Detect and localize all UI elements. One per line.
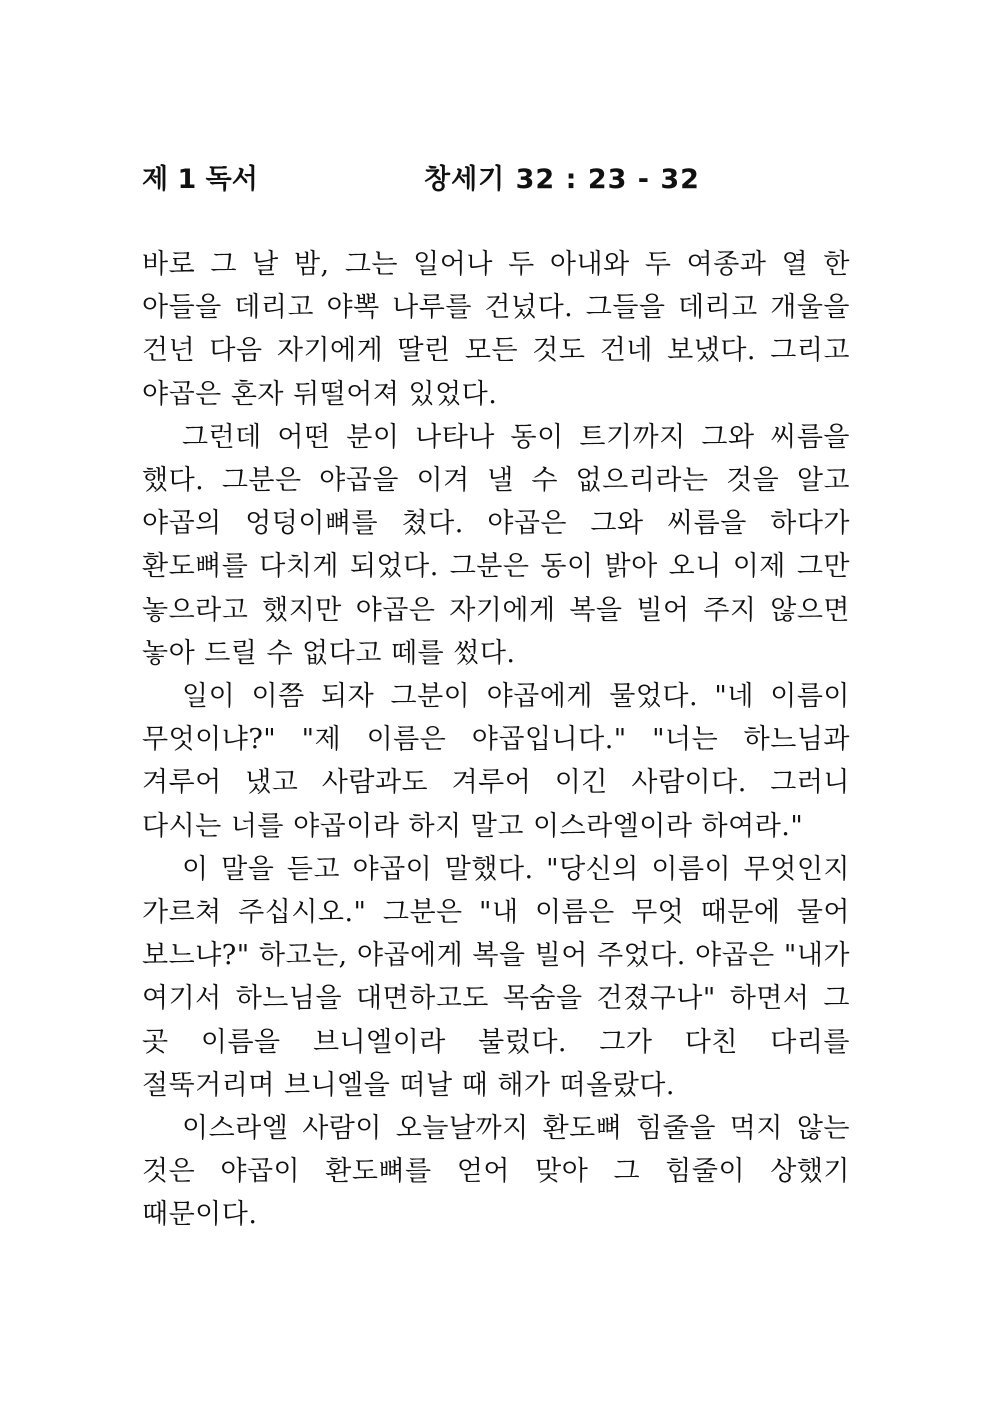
reading-body: [142, 243, 850, 1237]
reading-heading: [142, 158, 852, 202]
paragraph-3: 일이 이쯤 되자 그분이 야곱에게 물었다. "네 이름이 무엇이냐?" "제 이름은 야곱입니다." "너는 하느님과 겨루어 냈고 사람과도 겨루어 이긴 사람이다. 그러니 다시는 너를 야곱이라 하지 말고 이스라엘이라 하여라.": [142, 681, 850, 842]
paragraph-1: 바로 그 날 밤, 그는 일어나 두 아내와 두 여종과 열 한 아들을 데리고 야뽁 나루를 건넜다. 그들을 데리고 개울을 건넌 다음 자기에게 딸린 모든 것도 건네 보냈다. 그리고 야곱은 혼자 뒤떨어져 있었다.: [142, 249, 850, 410]
reading-label: 제 1 독서: [142, 164, 258, 195]
scripture-reference: 창세기 32 : 23 - 32: [424, 164, 700, 195]
paragraph-2: 그런데 어떤 분이 나타나 동이 트기까지 그와 씨름을 했다. 그분은 야곱을 이겨 낼 수 없으리라는 것을 알고 야곱의 엉덩이뼈를 쳤다. 야곱은 그와 씨름을 하다가 환도뼈를 다치게 되었다. 그분은 동이 밝아 오니 이제 그만 놓으라고 했지만 야곱은 자기에게 복을 빌어 주지 않으면 놓아 드릴 수 없다고 떼를 썼다.: [142, 421, 850, 669]
paragraph-5: 이스라엘 사람이 오늘날까지 환도뼈 힘줄을 먹지 않는 것은 야곱이 환도뼈를 얻어 맞아 그 힘줄이 상했기 때문이다.: [142, 1113, 850, 1231]
paragraph-4: 이 말을 듣고 야곱이 말했다. "당신의 이름이 무엇인지 가르쳐 주십시오." 그분은 "내 이름은 무엇 때문에 물어 보느냐?" 하고는, 야곱에게 복을 빌어 주었다. 야곱은 "내가 여기서 하느님을 대면하고도 목숨을 건졌구나" 하면서 그 곳 이름을 브니엘이라 불렀다. 그가 다친 다리를 절뚝거리며 브니엘을 떠날 때 해가 떠올랐다.: [142, 853, 850, 1101]
